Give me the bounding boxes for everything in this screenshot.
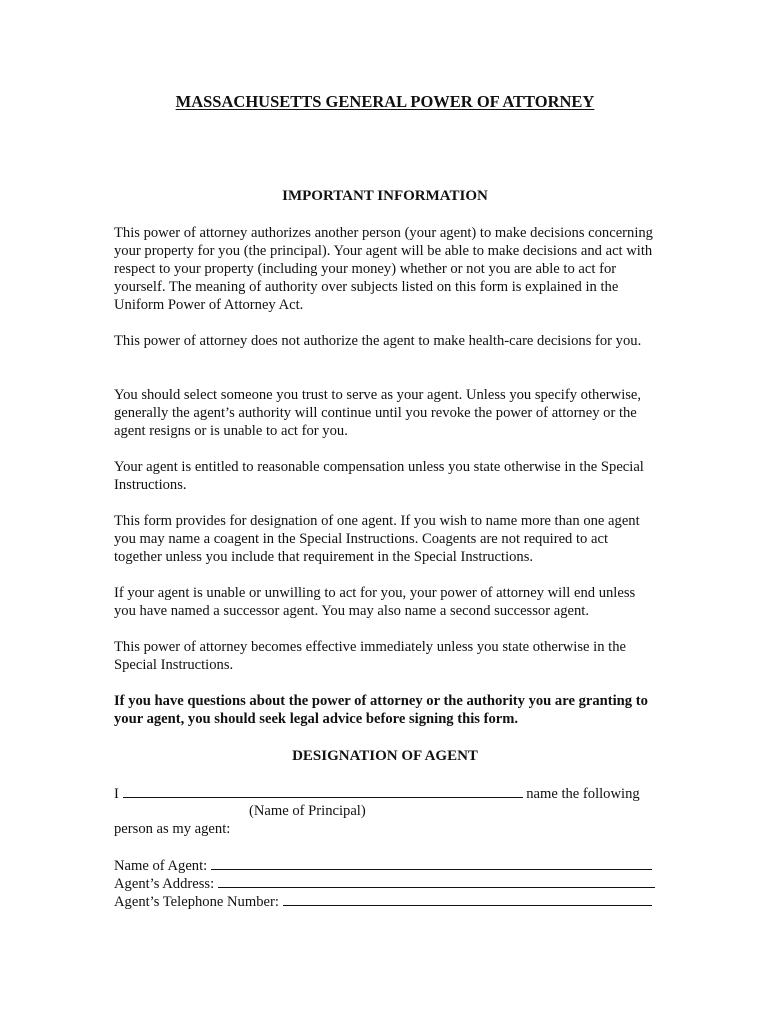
paragraph-effective: This power of attorney becomes effective immediately unless you state otherwise in the Special Instructions. [114,639,626,673]
i-label: I [114,786,119,802]
agent-phone-line [114,892,652,911]
paragraph-authorization: This power of attorney authorizes another person (your agent) to make decisions concerning your property for you (the principal). Your agent will be able to make decisions and act with respect to your property (including your money) whether or not you are able to act for yourself. The meaning of authority over subjects listed on this form is explained in the Uniform Power of Attorney Act. [114,225,653,313]
agent-address-label: Agent’s Address: [114,876,215,892]
paragraph-compensation: Your agent is entitled to reasonable compensation unless you state otherwise in the Special Instructions. [114,459,644,493]
agent-phone-label: Agent’s Telephone Number: [114,894,279,910]
agent-name-label: Name of Agent: [114,858,208,874]
person-as-agent-label: person as my agent: [114,821,231,837]
document-title: MASSACHUSETTS GENERAL POWER OF ATTORNEY [175,92,595,111]
paragraph-successor-agent: If your agent is unable or unwilling to act for you, your power of attorney will end unless you have named a successor agent. You may also name a second successor agent. [114,585,636,619]
agent-phone-field[interactable] [283,892,652,906]
agent-name-field[interactable] [211,856,652,870]
paragraph-coagent: This form provides for designation of one agent. If you wish to name more than one agent you may name a coagent in the Special Instructions. Coagents are not required to act together unless you include that requirement in the Special Instructions. [114,513,640,565]
important-information-heading: IMPORTANT INFORMATION [282,188,488,204]
agent-address-line [114,874,655,893]
name-the-following-label: name the following [526,786,640,802]
agent-address-field[interactable] [218,874,655,888]
paragraph-select-agent: You should select someone you trust to serve as your agent. Unless you specify otherwise, generally the agent’s authority will continue until you revoke the power of attorney or the agent resigns or is unable to act for you. [114,387,642,439]
paragraph-health-care: This power of attorney does not authorize the agent to make health-care decisions for you. [114,333,642,349]
principal-name-caption: (Name of Principal) [249,803,366,819]
agent-name-line [114,856,652,875]
principal-name-field[interactable] [123,784,523,798]
designation-of-agent-heading: DESIGNATION OF AGENT [292,748,478,764]
principal-name-line [114,784,640,803]
paragraph-legal-advice: If you have questions about the power of attorney or the authority you are granting to your agent, you should seek legal advice before signing this form. [114,693,648,727]
